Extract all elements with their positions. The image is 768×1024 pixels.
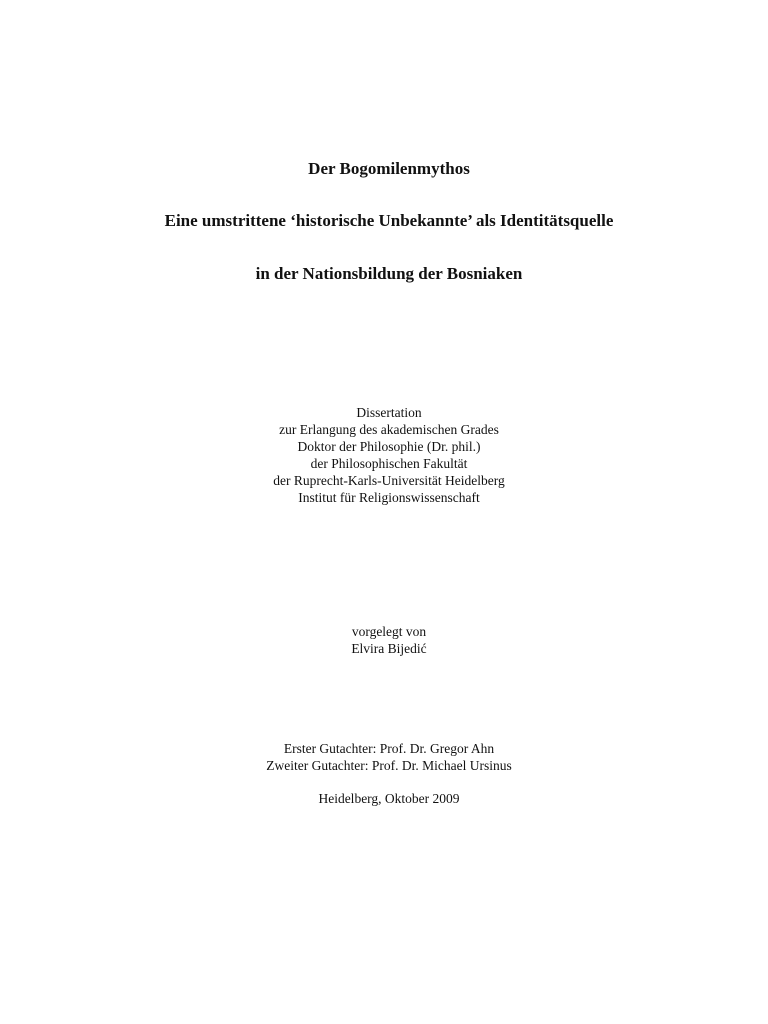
place-and-date: Heidelberg, Oktober 2009 [318, 791, 460, 806]
document-subtitle-line-2: in der Nationsbildung der Bosniaken [255, 264, 523, 283]
degree-purpose-line: zur Erlangung des akademischen Grades [279, 422, 499, 437]
document-subtitle-line-1: Eine umstrittene ‘historische Unbekannte’ als Identitätsquelle [164, 211, 614, 230]
document-title: Der Bogomilenmythos [308, 159, 470, 178]
faculty-line: der Philosophischen Fakultät [310, 456, 468, 471]
author-name: Elvira Bijedić [351, 641, 427, 656]
submitted-by-label: vorgelegt von [351, 624, 427, 639]
dissertation-label: Dissertation [356, 405, 422, 420]
university-line: der Ruprecht-Karls-Universität Heidelberg [273, 473, 505, 488]
degree-name-line: Doktor der Philosophie (Dr. phil.) [297, 439, 481, 454]
first-reviewer: Erster Gutachter: Prof. Dr. Gregor Ahn [283, 741, 495, 756]
second-reviewer: Zweiter Gutachter: Prof. Dr. Michael Ursinus [266, 758, 512, 773]
institute-line: Institut für Religionswissenschaft [298, 490, 480, 505]
